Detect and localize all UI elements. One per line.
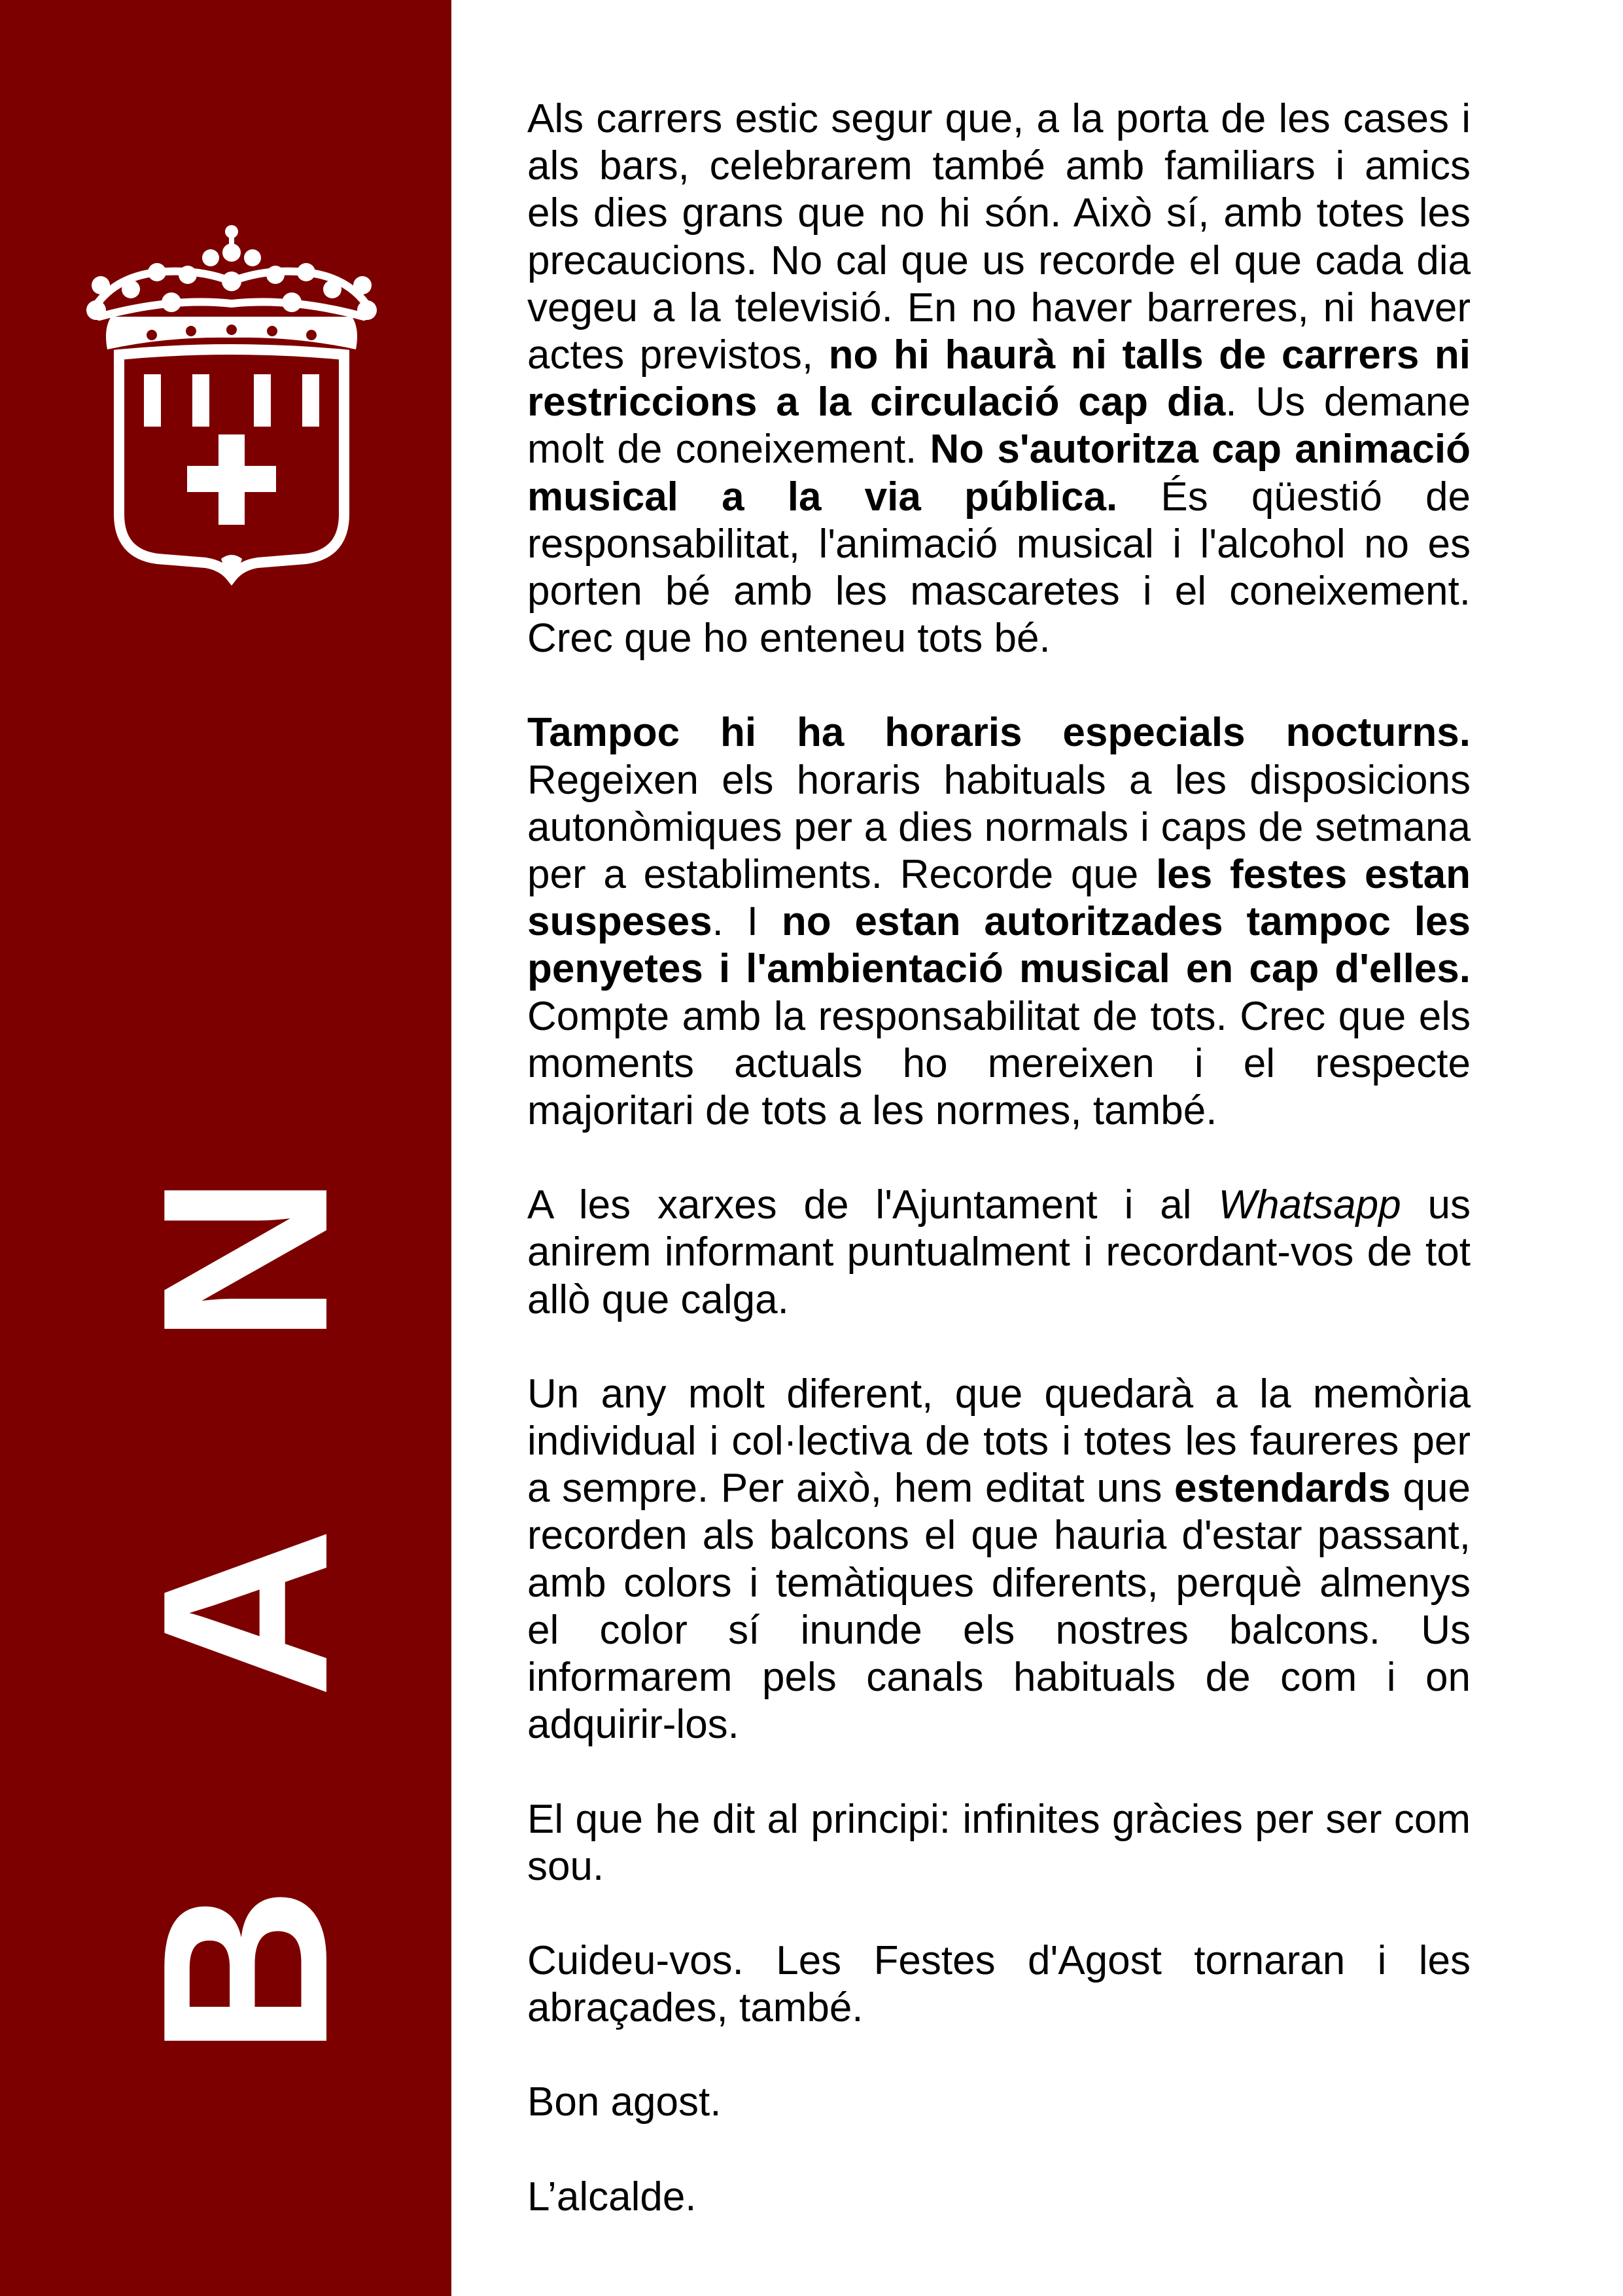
ban-letter-n: N	[114, 1174, 377, 1345]
text-segment: El que he dit al principi: infinites gràcies per ser com sou.	[527, 1796, 1471, 1889]
coat-of-arms-icon	[73, 219, 390, 585]
paragraph-2	[527, 709, 1471, 1135]
text-segment: . I	[712, 899, 782, 945]
bold-text: No s'autoritza cap animació musical a la via pública.	[527, 427, 1471, 520]
text-segment: Cuideu-vos. Les Festes d'Agost tornaran i les abraçades, també.	[527, 1937, 1471, 2031]
text-segment: Compte amb la responsabilitat de tots. Crec que els moments actuals ho mereixen i el respecte majoritari de tots a les normes, també.	[527, 993, 1471, 1134]
text-segment: És qüestió de responsabilitat, l'animació musical i l'alcohol no es porten bé amb les mascaretes i el coneixement. Crec que ho enteneu tots bé.	[527, 474, 1471, 662]
text-segment: Als carrers estic segur que, a la porta de les cases i als bars, celebrarem també amb familiars i amics els dies grans que no hi són. Això sí, amb totes les precaucions. No cal que us recorde el que cada dia vegeu a la televisió. En no haver barreres, ni haver actes previstos,	[527, 96, 1471, 378]
bold-text: Tampoc hi ha horaris especials nocturns.	[527, 710, 1471, 756]
bold-text: estendards	[1174, 1466, 1391, 1511]
paragraph-3	[527, 1182, 1471, 1324]
text-segment: Bon agost.	[527, 2079, 722, 2125]
bold-text: les festes estan suspeses	[527, 852, 1471, 945]
text-segment: A les xarxes de l'Ajuntament i al	[527, 1182, 1219, 1228]
text-segment: . Us demane molt de coneixement.	[527, 380, 1471, 472]
sidebar	[0, 0, 451, 2296]
text-segment: us anirem informant puntualment i recordant-vos de tot allò que calga.	[527, 1182, 1471, 1322]
text-segment: L’alcalde.	[527, 2174, 697, 2219]
ban-letter-b: B	[114, 1886, 377, 2057]
italic-text: Whatsapp	[1218, 1182, 1401, 1228]
text-segment: Regeixen els horaris habituals a les disposicions autonòmiques per a dies normals i caps de setmana per a establiments. Recorde que	[527, 757, 1471, 898]
paragraph-1	[527, 96, 1471, 662]
paragraph-4	[527, 1371, 1471, 1749]
ban-title	[114, 1168, 377, 2058]
bold-text: no hi haurà ni talls de carrers ni restriccions a la circulació cap dia	[527, 332, 1471, 425]
bold-text: no estan autoritzades tampoc les penyetes i l'ambientació musical en cap d'elles.	[527, 899, 1471, 992]
paragraph-7	[527, 2079, 1471, 2126]
paragraph-8	[527, 2174, 1471, 2221]
text-segment: que recorden als balcons el que hauria d'estar passant, amb colors i temàtiques diferents, perquè almenys el color sí inunde els nostres balcons. Us informarem pels canals habituals de com i on adquirir-los.	[527, 1466, 1471, 1748]
text-segment: Un any molt diferent, que quedarà a la memòria individual i col·lectiva de tots i totes les faureres per a sempre. Per això, hem editat uns	[527, 1371, 1471, 1511]
paragraph-6	[527, 1937, 1471, 2032]
paragraph-5	[527, 1796, 1471, 1890]
proclamation-body	[527, 96, 1471, 2221]
ban-letter-a: A	[114, 1528, 377, 1698]
